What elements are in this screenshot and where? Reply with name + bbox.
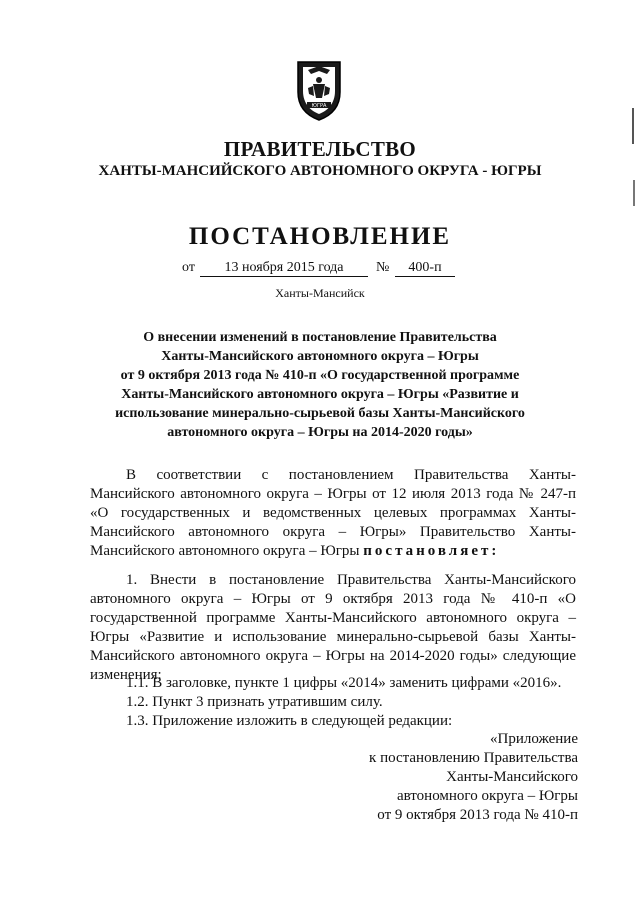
clause-1-paragraph: 1. Внести в постановление Правительства Ханты-Мансийского автономного округа – Югры от 9 октября 2013 года № 410-п «О государственной программе Ханты-Мансийского автономного округа – Югры «Развитие и использование минерально-сырьевой базы Ханты-Мансийского автономного округа – Югры на 2014-2020 годы» следующие изменения: [90, 572, 576, 683]
subject-line: автономного округа – Югры на 2014-2020 годы» [167, 425, 473, 440]
number-prefix: № [376, 260, 390, 275]
appendix-line: к постановлению Правительства [369, 750, 578, 766]
subclause-1-1: 1.1. В заголовке, пункте 1 цифры «2014» заменить цифрами «2016». [126, 675, 562, 691]
coat-of-arms-emblem [294, 58, 344, 122]
appendix-line: Ханты-Мансийского [446, 769, 578, 785]
appendix-line: автономного округа – Югры [396, 788, 578, 804]
preamble-text: В соответствии с постановлением Правительства Ханты-Мансийского автономного округа – Югры от 12 июля 2013 года № 247-п «О государственных и ведомственных целевых программах Ханты-Мансийского автономного округа – Югры» Правительство Ханты-Мансийского автономного округа – Югры [90, 467, 576, 559]
emblem-label: ЮГРА [311, 103, 327, 109]
subject-line: от 9 октября 2013 года № 410-п «О государственной программе [120, 368, 520, 383]
appendix-line: от 9 октября 2013 года № 410-п [377, 807, 578, 823]
organization-subtitle: ХАНТЫ-МАНСИЙСКОГО АВТОНОМНОГО ОКРУГА - ЮГРЫ [98, 163, 542, 179]
preamble-paragraph [90, 466, 576, 561]
resolves-keyword: постановляет: [363, 543, 500, 559]
subject-line: использование минерально-сырьевой базы Ханты-Мансийского [115, 406, 525, 421]
scan-edge-mark [632, 108, 634, 144]
organization-title: ПРАВИТЕЛЬСТВО [223, 137, 417, 161]
subject-line: О внесении изменений в постановление Правительства [143, 330, 497, 345]
document-number: 400-п [395, 260, 455, 277]
document-date: 13 ноября 2015 года [200, 260, 368, 277]
subclause-1-3: 1.3. Приложение изложить в следующей редакции: [126, 713, 453, 729]
subject-line: Ханты-Мансийского автономного округа – Югры [161, 349, 479, 364]
subclause-1-2: 1.2. Пункт 3 признать утратившим силу. [126, 694, 383, 710]
issue-city: Ханты-Мансийск [275, 286, 365, 300]
scan-edge-mark [633, 180, 635, 206]
document-subject [100, 328, 540, 442]
document-type-heading: ПОСТАНОВЛЕНИЕ [188, 223, 452, 250]
date-prefix: от [182, 260, 195, 275]
subject-line: Ханты-Мансийского автономного округа – Югры «Развитие и [121, 387, 519, 402]
appendix-heading: «Приложение [489, 731, 578, 747]
